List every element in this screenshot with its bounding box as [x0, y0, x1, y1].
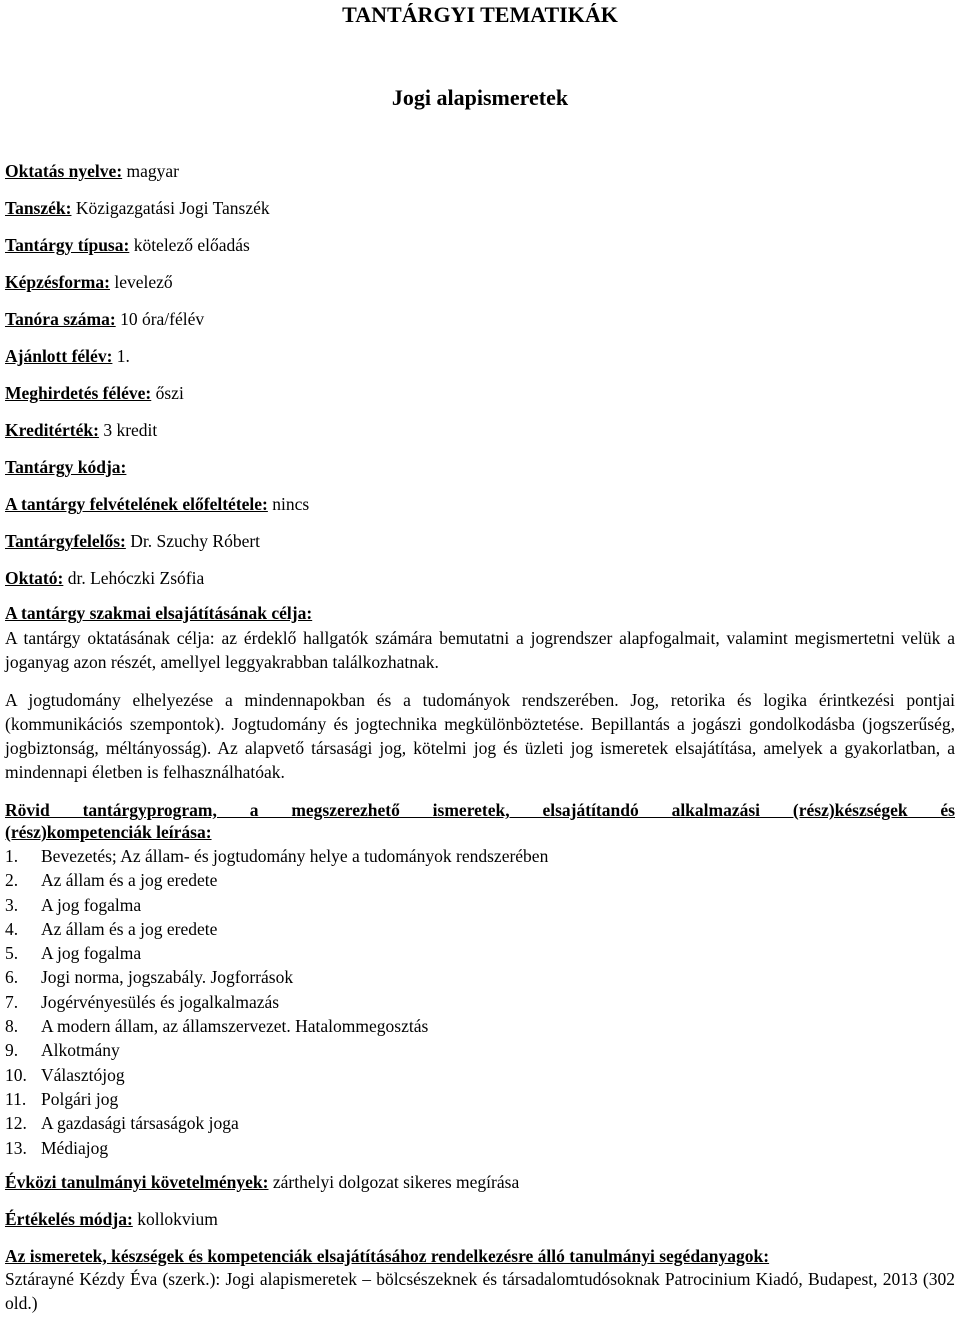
field-value: 1. [112, 346, 130, 366]
item-number: 9. [5, 1040, 19, 1061]
field-language [5, 159, 179, 183]
item-number: 1. [5, 846, 19, 866]
field-value: Dr. Szuchy Róbert [125, 531, 261, 551]
field-label: Értékelés módja: [5, 1209, 133, 1229]
goal-text-2: A jogtudomány elhelyezése a mindennapokban és a tudományok rendszerében. Jog, retorika és logika érintkezési pontjai (kommunikációs szempontok). Jogtudomány és jogtechnika megkülönböztetése. Bepillantás a jogászi gondolkodásba (jogszerűség, jogbiztonság, méltányosság). Az alapvető társasági jog, kötelmi jog és üzleti jog ismeretek elsajátítása, amelyek a gyakorlatban, a mindennapi életben is felhasználhatóak. [5, 690, 955, 782]
item-text: Az állam és a jog eredete [41, 870, 218, 891]
field-label: Tanszék: [5, 198, 72, 218]
field-prerequisite [5, 492, 309, 516]
field-label: Tantárgyfelelős: [5, 531, 126, 551]
field-label: A tantárgy felvételének előfeltétele: [5, 494, 268, 514]
field-value: őszi [151, 383, 184, 403]
item-text: Médiajog [41, 1137, 109, 1158]
field-course-code [5, 455, 126, 479]
list-item [5, 1111, 548, 1135]
item-number: 12. [5, 1113, 27, 1134]
item-number: 2. [5, 870, 19, 891]
item-text: Választójog [41, 1064, 125, 1085]
goal-text: A tantárgy oktatásának célja: az érdeklő hallgatók számára bemutatni a jogrendszer alapfogalmait, valamint megismertetni velük a joganyag azon részét, amellyel leggyakrabban találkozhatnak. [5, 628, 955, 672]
program-list [5, 844, 548, 1160]
item-number: 8. [5, 1016, 19, 1037]
course-title: Jogi alapismeretek [391, 85, 569, 110]
field-label: Oktatás nyelve: [5, 161, 123, 181]
list-item [5, 868, 548, 892]
item-number: 10. [5, 1064, 27, 1085]
field-responsible [5, 529, 260, 553]
item-number: 3. [5, 894, 19, 915]
field-assessment [5, 1207, 218, 1231]
program-heading [5, 799, 955, 843]
item-number: 4. [5, 918, 19, 939]
item-text: A jog fogalma [41, 943, 142, 964]
list-item [5, 1063, 548, 1087]
field-instructor [5, 566, 204, 590]
field-requirements [5, 1170, 519, 1194]
field-label: Évközi tanulmányi követelmények: [5, 1172, 269, 1192]
field-value: Közigazgatási Jogi Tanszék [71, 198, 270, 218]
item-number: 11. [5, 1088, 27, 1109]
field-hours [5, 307, 204, 331]
field-department [5, 196, 270, 220]
field-value: 10 óra/félév [115, 309, 205, 329]
field-announcement-semester [5, 381, 184, 405]
item-text: A modern állam, az államszervezet. Hatalommegosztás [41, 1016, 429, 1037]
list-item [5, 844, 548, 868]
item-text: Jogérvényesülés és jogalkalmazás [41, 991, 280, 1012]
field-label: Oktató: [5, 568, 64, 588]
field-label: Tantárgy kódja: [5, 457, 127, 477]
document-title: TANTÁRGYI TEMATIKÁK [342, 2, 618, 27]
materials-text: Sztárayné Kézdy Éva (szerk.): Jogi alapismeretek – bölcsészeknek és társadalomtudósoknak Patrocinium Kiadó, Budapest, 2013 (302 old.) [5, 1269, 955, 1313]
list-item [5, 965, 548, 989]
list-item [5, 990, 548, 1014]
program-heading-line: (rész)kompetenciák leírása: [5, 822, 212, 842]
list-item [5, 1136, 548, 1160]
field-label: Képzésforma: [5, 272, 110, 292]
list-item [5, 1087, 548, 1111]
item-number: 5. [5, 943, 19, 964]
list-item [5, 893, 548, 917]
goal-heading: A tantárgy szakmai elsajátításának célja: [5, 603, 313, 623]
field-course-type [5, 233, 250, 257]
field-value: kollokvium [132, 1209, 218, 1229]
field-label: Tantárgy típusa: [5, 235, 130, 255]
item-text: Bevezetés; Az állam- és jogtudomány helye a tudományok rendszerében [41, 846, 549, 866]
field-label: Kreditérték: [5, 420, 99, 440]
field-recommended-semester [5, 344, 130, 368]
field-value: nincs [267, 494, 310, 514]
field-training-form [5, 270, 173, 294]
field-label: Ajánlott félév: [5, 346, 113, 366]
item-number: 6. [5, 967, 19, 988]
item-text: Jogi norma, jogszabály. Jogforrások [41, 967, 294, 988]
item-text: Az állam és a jog eredete [41, 918, 218, 939]
field-credits [5, 418, 157, 442]
field-value: zárthelyi dolgozat sikeres megírása [268, 1172, 520, 1192]
field-value: kötelező előadás [129, 235, 250, 255]
list-item [5, 917, 548, 941]
materials-heading: Az ismeretek, készségek és kompetenciák elsajátításához rendelkezésre álló tanulmányi segédanyagok: [5, 1246, 770, 1266]
field-label: Meghirdetés féléve: [5, 383, 152, 403]
program-heading-line: Rövid tantárgyprogram, a megszerezhető ismeretek, elsajátítandó alkalmazási (rész)készségek és [5, 800, 955, 820]
item-text: Alkotmány [41, 1040, 120, 1061]
item-number: 13. [5, 1137, 27, 1158]
field-value: magyar [122, 161, 180, 181]
item-text: A jog fogalma [41, 894, 142, 915]
field-label: Tanóra száma: [5, 309, 116, 329]
item-number: 7. [5, 991, 19, 1012]
list-item [5, 1038, 548, 1062]
item-text: A gazdasági társaságok joga [41, 1113, 239, 1134]
field-value: levelező [109, 272, 173, 292]
item-text: Polgári jog [41, 1088, 119, 1109]
field-value: 3 kredit [98, 420, 158, 440]
list-item [5, 1014, 548, 1038]
list-item [5, 941, 548, 965]
field-value: dr. Lehóczki Zsófia [63, 568, 205, 588]
